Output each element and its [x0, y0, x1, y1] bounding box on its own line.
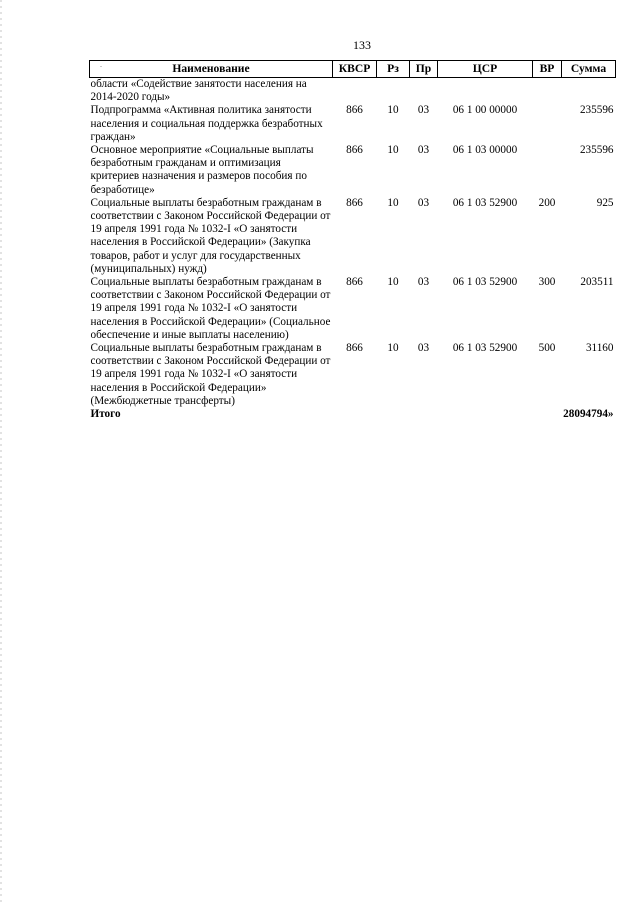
row-pr: 03: [417, 342, 430, 355]
header-csr: ЦСР: [438, 61, 533, 78]
header-rz: Рз: [377, 61, 410, 78]
scan-speck: .: [100, 60, 102, 69]
row-sum: [562, 78, 616, 105]
table-body: [90, 78, 616, 422]
row-rz: 10: [387, 342, 399, 355]
table-row: [90, 78, 616, 105]
row-pr: 03: [417, 196, 430, 209]
row-csr: 06 1 03 00000: [452, 144, 518, 157]
total-row: [90, 408, 616, 421]
row-name: Социальные выплаты безработным гражданам в соответствии с Законом Российской Федерации от 19 апреля 1991 года № 1032-I «О занятости населения в Российской Федерации» (Социальное обеспечение и иные выплаты населению): [90, 276, 331, 341]
row-sum: 925: [596, 196, 614, 209]
header-row: [90, 61, 616, 78]
row-sum: 235596: [579, 104, 614, 117]
row-csr: [438, 78, 533, 105]
row-csr: 06 1 03 52900: [452, 196, 518, 209]
row-name: Подпрограмма «Активная политика занятости населения и социальная поддержка безработных граждан»: [90, 104, 323, 143]
row-name: области «Содействие занятости населения на 2014-2020 годы»: [90, 78, 307, 104]
table-row: [90, 144, 616, 197]
row-name: Социальные выплаты безработным гражданам в соответствии с Законом Российской Федерации от 19 апреля 1991 года № 1032-I «О занятости населения в Российской Федерации» (Закупка товаров, работ и услуг для государственных (муниципальных) нужд): [90, 196, 331, 275]
page-number: 133: [353, 38, 371, 52]
budget-table: [89, 60, 616, 421]
header-vr: ВР: [533, 61, 562, 78]
table-row: [90, 197, 616, 276]
row-vr: [533, 78, 562, 105]
row-pr: [410, 78, 438, 105]
row-kvsr: 866: [346, 196, 363, 209]
row-vr: [533, 144, 562, 197]
row-name: Основное мероприятие «Социальные выплаты безработным гражданам и оптимизация критериев назначения и размеров пособия по безработице»: [90, 144, 314, 196]
total-sum: 28094794»: [563, 408, 614, 421]
row-vr: 300: [538, 276, 556, 289]
row-vr: 200: [538, 196, 556, 209]
row-csr: 06 1 00 00000: [452, 104, 518, 117]
total-empty-cell: [377, 408, 410, 421]
row-rz: 10: [387, 196, 399, 209]
total-empty-cell: [410, 408, 438, 421]
row-vr: 500: [538, 342, 556, 355]
row-pr: 03: [417, 144, 430, 157]
row-vr: [533, 104, 562, 144]
row-rz: [377, 78, 410, 105]
row-csr: 06 1 03 52900: [452, 342, 518, 355]
row-kvsr: [333, 78, 377, 105]
total-empty-cell: [438, 408, 533, 421]
total-empty-cell: [533, 408, 562, 421]
row-sum: 203511: [580, 276, 614, 289]
row-name: Социальные выплаты безработным гражданам в соответствии с Законом Российской Федерации от 19 апреля 1991 года № 1032-I «О занятости населения в Российской Федерации» (Межбюджетные трансферты): [90, 342, 331, 407]
header-pr: Пр: [410, 61, 438, 78]
row-rz: 10: [387, 104, 399, 117]
row-rz: 10: [387, 144, 399, 157]
table-row: [90, 104, 616, 144]
row-kvsr: 866: [346, 342, 363, 355]
header-kvsr: КВСР: [333, 61, 377, 78]
row-rz: 10: [387, 276, 399, 289]
row-pr: 03: [417, 104, 430, 117]
table-header: [90, 61, 616, 78]
row-kvsr: 866: [346, 104, 363, 117]
total-empty-cell: [333, 408, 377, 421]
scan-edge-artifact: [0, 0, 2, 905]
row-csr: 06 1 03 52900: [452, 276, 518, 289]
row-sum: 235596: [579, 144, 614, 157]
row-pr: 03: [417, 276, 430, 289]
table-row: [90, 276, 616, 342]
row-kvsr: 866: [346, 144, 363, 157]
row-kvsr: 866: [346, 276, 363, 289]
header-name: Наименование: [90, 61, 333, 78]
total-label: Итого: [90, 408, 121, 421]
table-row: [90, 342, 616, 408]
header-sum: Сумма: [562, 61, 616, 78]
row-sum: 31160: [585, 342, 614, 355]
